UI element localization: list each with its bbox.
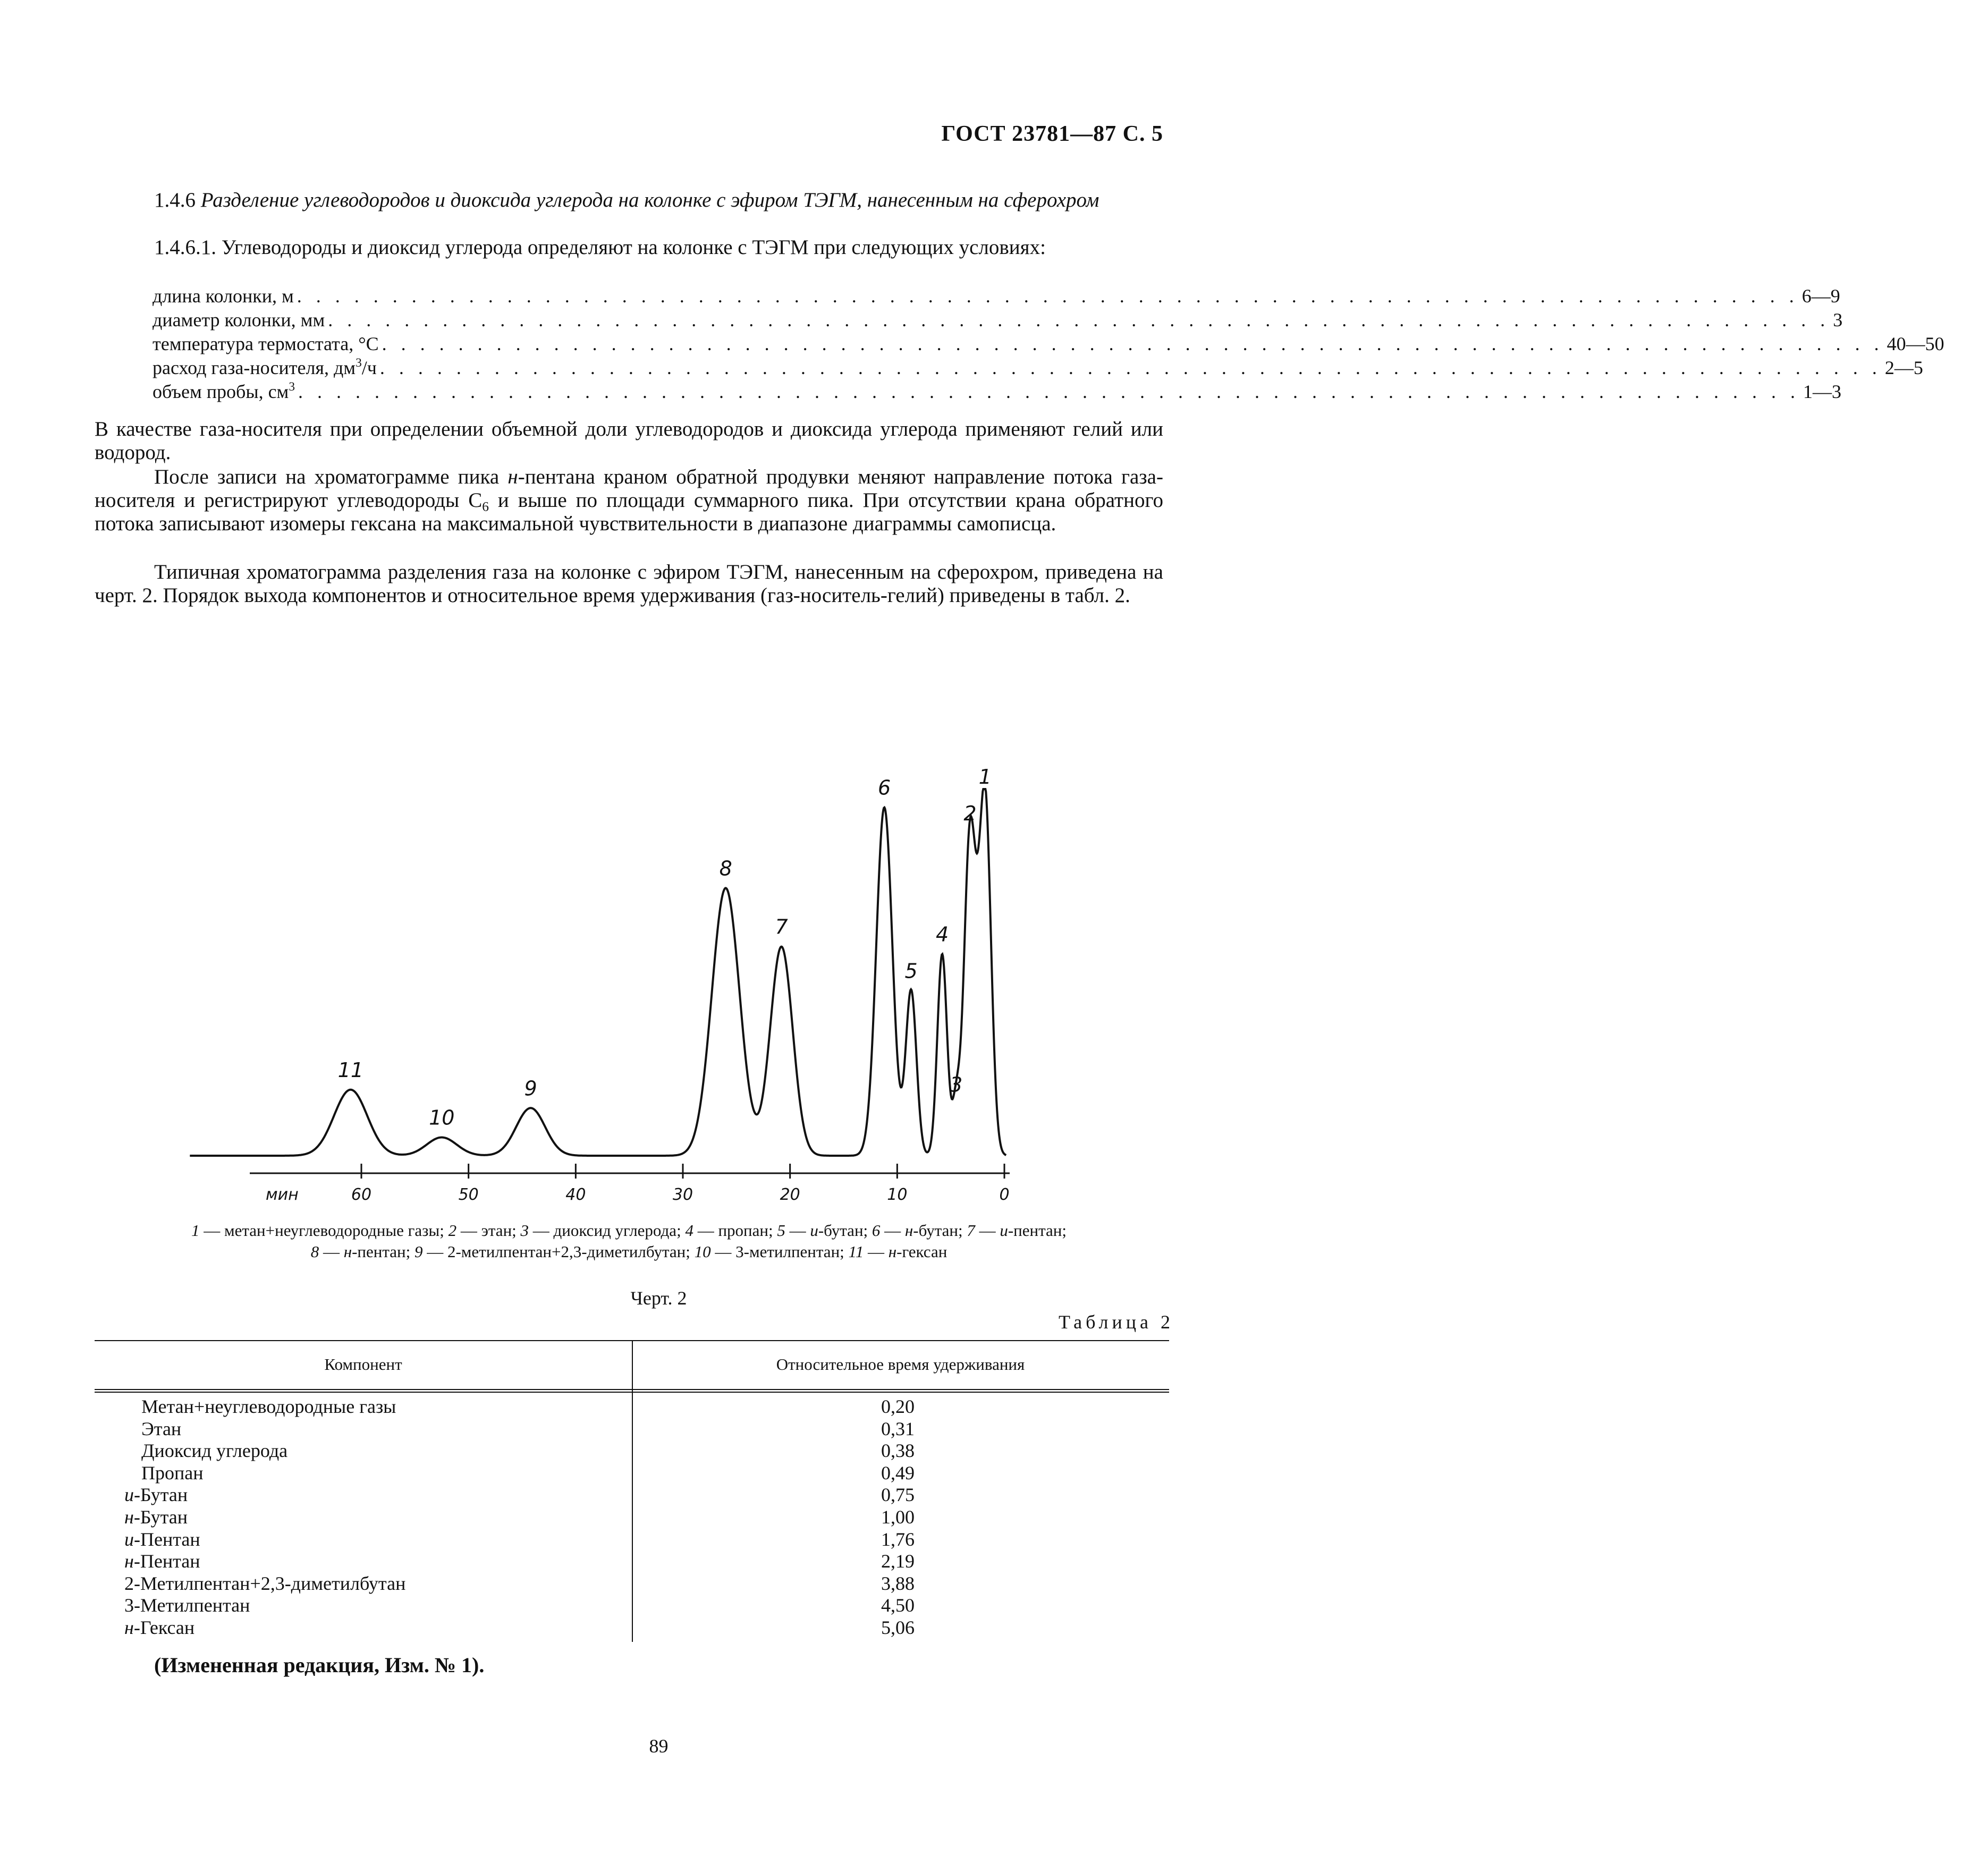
table-row (95, 1550, 1169, 1572)
condition-value: 3 (1833, 309, 1843, 331)
caption-number: 4 (685, 1221, 693, 1240)
chromatogram-chart (0, 638, 1317, 1217)
table-row (95, 1418, 1169, 1439)
section-number: 1.4.6 (154, 189, 196, 211)
component-name: и-Бутан (124, 1484, 188, 1506)
peak-label-9: 9 (524, 1077, 537, 1100)
peak-label-10: 10 (429, 1106, 455, 1130)
peak-label-5: 5 (904, 959, 918, 983)
figure-label: Черт. 2 (630, 1287, 687, 1309)
x-tick-label: 20 (780, 1185, 800, 1204)
chromatogram-trace (190, 789, 1006, 1156)
peak-label-8: 8 (719, 857, 732, 880)
condition-value: 2—5 (1884, 357, 1923, 378)
table-label: Таблица 2 (1059, 1311, 1174, 1333)
paragraph-typical-chromatogram: Типичная хроматограмма разделения газа на колонке с эфиром ТЭГМ, нанесенным на сферохром, приведена на черт. 2. Порядок выхода компонентов и относительное время удерживания (газ-носитель-гелий) приведены в табл. 2. (95, 561, 1163, 607)
condition-label: длина колонки, м (153, 285, 294, 307)
condition-value: 1—3 (1803, 381, 1842, 402)
peak-label-11: 11 (337, 1058, 364, 1082)
page-number: 89 (649, 1735, 669, 1757)
peak-label-6: 6 (878, 776, 891, 800)
peak-label-4: 4 (935, 922, 949, 946)
retention-value: 4,50 (881, 1595, 915, 1616)
caption-number: 1 (191, 1221, 200, 1240)
paragraph-carrier-gas: В качестве газа-носителя при определении объемной доли углеводородов и диоксида углерода применяют гелий или водород. (95, 418, 1163, 464)
component-name: Диоксид углерода (141, 1440, 288, 1462)
subsection-text: Углеводороды и диоксид углерода определяют на колонке с ТЭГМ при следующих условиях: (221, 236, 1046, 259)
peak-label-2: 2 (963, 801, 977, 825)
condition-label: диаметр колонки, мм (153, 309, 325, 331)
retention-value: 2,19 (881, 1550, 915, 1572)
x-tick-label: 10 (887, 1185, 908, 1204)
caption-line-2: 8 — н-пентан; 9 — 2-метилпентан+2,3-диметилбутан; 10 — 3-метилпентан; 11 — н-гексан (310, 1242, 948, 1261)
component-name: н-Пентан (124, 1550, 200, 1572)
caption-number: 6 (872, 1221, 881, 1240)
retention-value: 1,00 (881, 1506, 915, 1528)
retention-value: 0,31 (881, 1418, 915, 1439)
component-name: 2-Метилпентан+2,3-диметилбутан (124, 1572, 406, 1594)
component-name: Этан (141, 1418, 182, 1439)
table-header-component: Компонент (324, 1355, 402, 1374)
x-tick-label: 60 (351, 1185, 372, 1204)
caption-number: 2 (448, 1221, 457, 1240)
component-name: Пропан (141, 1462, 204, 1484)
conditions-list (153, 284, 1944, 404)
table-row (95, 1439, 1169, 1461)
peak-label-7: 7 (775, 915, 788, 939)
subsection-paragraph (95, 236, 1163, 259)
condition-label: расход газа-носителя, $дм^3/ч$ (153, 355, 377, 378)
caption-line-1: 1 — метан+неуглеводородные газы; 2 — этан; 3 — диоксид углерода; 4 — пропан; 5 — и-бутан; 6 — н-бутан; 7 — и-пентан; (191, 1221, 1067, 1240)
figure-caption (95, 1220, 1163, 1263)
condition-value: 40—50 (1887, 333, 1944, 354)
retention-value: 0,38 (881, 1440, 915, 1462)
table-row (95, 1616, 1169, 1638)
retention-value: 5,06 (881, 1617, 915, 1638)
table-row (95, 1572, 1169, 1594)
amendment-note: (Измененная редакция, Изм. № 1). (154, 1653, 485, 1677)
x-tick-label: 30 (672, 1185, 693, 1204)
table-row (95, 1484, 1169, 1505)
condition-row: объем пробы, $см^3$ . . . . . . . . . . . . . . . . . . . . . . . . . . . . . . . . . . . . . . . . . . . . . . . . . . . . . . . . . . . . . . . . . . . . . . . . . . . . . . . 1—3 (153, 380, 1109, 404)
section-title-text: Разделение углеводородов и диоксида углерода на колонке с эфиром ТЭГМ, нанесенным на сферохром (200, 189, 1099, 211)
component-name: н-Гексан (124, 1617, 195, 1638)
caption-number: 5 (777, 1221, 785, 1240)
retention-value: 1,76 (881, 1528, 915, 1550)
retention-value: 0,20 (881, 1396, 915, 1417)
caption-number: 3 (520, 1221, 529, 1240)
component-name: 3-Метилпентан (124, 1595, 250, 1616)
table-header-retention: Относительное время удерживания (776, 1355, 1025, 1374)
peak-label-3: 3 (950, 1073, 963, 1097)
document-header: ГОСТ 23781—87 С. 5 (941, 122, 1163, 146)
condition-label: объем пробы, $см^3$ (153, 379, 295, 402)
table-row (95, 1395, 1169, 1417)
condition-row: диаметр колонки, мм . . . . . . . . . . . . . . . . . . . . . . . . . . . . . . . . . . . . . . . . . . . . . . . . . . . . . . . . . . . . . . . . . . . . . . . . . . . . . . . 3 (153, 308, 1109, 332)
x-tick-label: 40 (565, 1185, 586, 1204)
condition-row: температура термостата, °С . . . . . . . . . . . . . . . . . . . . . . . . . . . . . . . . . . . . . . . . . . . . . . . . . . . . . . . . . . . . . . . . . . . . . . . . . . . . . . . 40—50 (153, 332, 1109, 356)
paragraph-backflush: После записи на хроматограмме пика н-пентана краном обратной продувки меняют направление потока газа-носителя и регистрируют углеводороды $С_6$ и выше по площади суммарного пика. При отсутствии крана обратного потока записывают изомеры гексана на максимальной чувствительности в диапазоне диаграммы самописца. (95, 465, 1163, 535)
table-row (95, 1462, 1169, 1484)
caption-number: 9 (414, 1242, 423, 1261)
peak-label-1: 1 (978, 765, 992, 789)
component-name: н-Бутан (124, 1506, 188, 1528)
caption-number: 7 (967, 1221, 975, 1240)
caption-number: 11 (848, 1242, 864, 1261)
condition-row: длина колонки, м . . . . . . . . . . . . . . . . . . . . . . . . . . . . . . . . . . . . . . . . . . . . . . . . . . . . . . . . . . . . . . . . . . . . . . . . . . . . . . . 6—9 (153, 284, 1109, 308)
table-row (95, 1594, 1169, 1616)
x-axis-unit-label: мин (266, 1185, 299, 1204)
table-row (95, 1506, 1169, 1528)
retention-value: 3,88 (881, 1572, 915, 1594)
table-row (95, 1528, 1169, 1550)
retention-value: 0,75 (881, 1484, 915, 1506)
component-name: и-Пентан (124, 1528, 200, 1550)
condition-row: расход газа-носителя, $дм^3/ч$ . . . . . . . . . . . . . . . . . . . . . . . . . . . . . . . . . . . . . . . . . . . . . . . . . . . . . . . . . . . . . . . . . . . . . . . . . . . . . . . 2—5 (153, 356, 1109, 380)
condition-value: 6—9 (1801, 285, 1840, 307)
retention-value: 0,49 (881, 1462, 915, 1484)
component-name: Метан+неуглеводородные газы (141, 1396, 396, 1417)
section-title (95, 189, 1163, 212)
condition-label: температура термостата, °С (153, 333, 379, 354)
subsection-number: 1.4.6.1. (154, 236, 216, 259)
x-tick-label: 0 (999, 1185, 1010, 1204)
x-tick-label: 50 (458, 1185, 479, 1204)
caption-number: 8 (310, 1242, 319, 1261)
caption-number: 10 (694, 1242, 711, 1261)
